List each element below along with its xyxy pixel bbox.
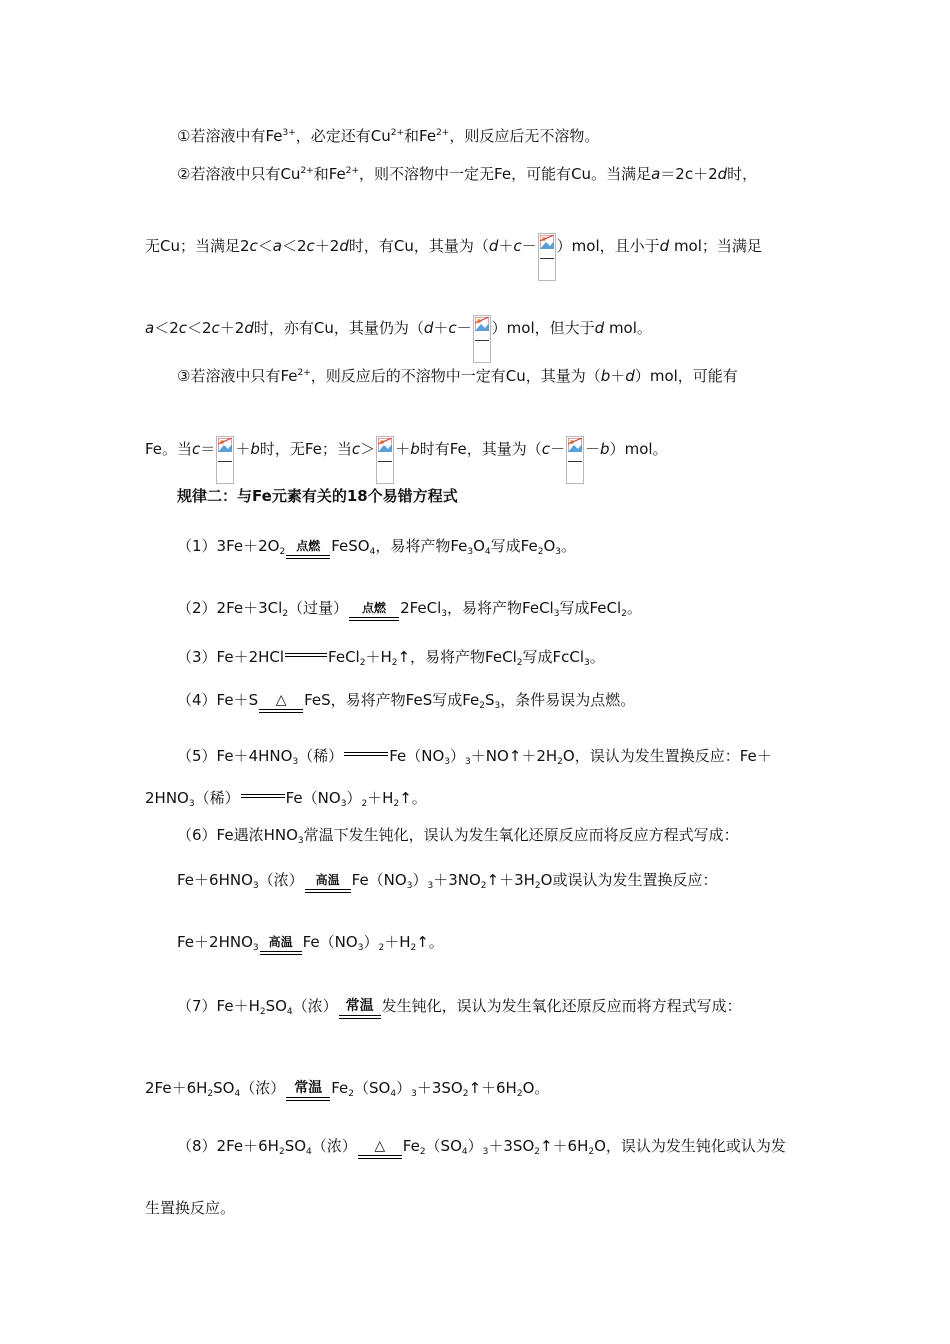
equation-7-line-2: $2Fe+6H_2SO_4$（浓） 常温 $Fe_2(SO_4)_3+3SO_2↑+6H_2O$。 bbox=[145, 1079, 550, 1099]
equation-2: $(2)2Fe+3Cl_2$（过量） 点燃 2FeCl$_3$，易将产物FeCl$_3$写成FeCl$_2$。 bbox=[177, 599, 642, 619]
equation-8-line-2: 生置换反应。 bbox=[145, 1199, 236, 1217]
reaction-arrow bbox=[285, 653, 327, 657]
reaction-arrow: 常温 bbox=[286, 1082, 330, 1101]
reaction-arrow: 常温 bbox=[339, 1000, 381, 1019]
broken-image-icon bbox=[538, 233, 556, 281]
paragraph-2: ②若溶液中只有$Cu^{2+}$和$Fe^{2+}$，则不溶物中一定无Fe，可能有Cu。当满足a＝2c＋2d时， bbox=[177, 165, 758, 183]
reaction-arrow: 点燃 bbox=[286, 540, 330, 559]
equation-4: （4）Fe＋S △ FeS，易将产物FeS写成$Fe_2S_3$，条件易误为点燃。 bbox=[177, 691, 636, 711]
equation-5: $(5)Fe+4HNO_3$（稀） $Fe(NO_3)_3+NO↑+2H_2O$，误认为发生置换反应：Fe＋ bbox=[177, 747, 772, 767]
reaction-arrow: 高温 bbox=[260, 936, 302, 955]
reaction-arrow: △ bbox=[259, 694, 303, 713]
equation-7: $(7)Fe+H_2SO_4$（浓） 常温 发生钝化，误认为发生氧化还原反应而将方程式写成： bbox=[177, 997, 742, 1017]
paragraph-2-line-3: a＜2c＜2c＋2d时，亦有Cu，其量仍为（d＋c－ ）mol，但大于d mol。 bbox=[145, 315, 652, 363]
broken-image-icon bbox=[473, 315, 491, 363]
reaction-arrow: △ bbox=[358, 1140, 402, 1159]
equation-8: $(8)2Fe+6H_2SO_4$（浓） △ $Fe_2(SO_4)_3+3SO_2↑+6H_2O$，误认为发生钝化或认为发 bbox=[177, 1137, 786, 1157]
paragraph-3: ③若溶液中只有$Fe^{2+}$，则反应后的不溶物中一定有Cu，其量为（b＋d）mol，可能有 bbox=[177, 367, 738, 385]
equation-6-b: $Fe+2HNO_3$ 高温 $Fe(NO_3)_2+H_2↑$。 bbox=[177, 933, 444, 953]
equation-3: （3）Fe＋2HCl $FeCl_2+H_2↑$，易将产物FeCl$_2$写成FcCl$_3$。 bbox=[177, 648, 605, 668]
equation-1: $(1)3Fe+2O_2$ 点燃 FeSO$_4$，易将产物$Fe_3O_4$写成$Fe_2O_3$。 bbox=[177, 537, 576, 557]
broken-image-icon bbox=[376, 436, 394, 484]
paragraph-2-line-2: 无Cu；当满足2c＜a＜2c＋2d时，有Cu，其量为（d＋c－ ）mol，且小于d mol；当满足 bbox=[145, 233, 762, 281]
equation-6-a: $Fe+6HNO_3$（浓） 高温 $Fe(NO_3)_3+3NO_2↑+3H_2O$或误认为发生置换反应： bbox=[177, 871, 718, 891]
section-title: 规律二：与Fe元素有关的18个易错方程式 bbox=[177, 487, 458, 505]
reaction-arrow: 高温 bbox=[305, 874, 351, 893]
reaction-arrow: 点燃 bbox=[349, 602, 399, 621]
paragraph-1: ①若溶液中有$Fe^{3+}$，必定还有$Cu^{2+}$和$Fe^{2+}$，则反应后无不溶物。 bbox=[177, 127, 600, 145]
reaction-arrow bbox=[344, 752, 388, 756]
broken-image-icon bbox=[216, 436, 234, 484]
equation-6-intro: （6）Fe遇浓$HNO_3$常温下发生钝化，误认为发生氧化还原反应而将反应方程式写成： bbox=[177, 826, 739, 846]
equation-5-line-2: $2HNO_3$（稀） $Fe(NO_3)_2+H_2↑$。 bbox=[145, 789, 427, 809]
reaction-arrow bbox=[241, 794, 285, 798]
broken-image-icon bbox=[566, 436, 584, 484]
paragraph-3-line-2: Fe。当c＝ ＋b时，无Fe；当c＞ ＋b时有Fe，其量为（c－ －b）mol。 bbox=[145, 436, 668, 484]
